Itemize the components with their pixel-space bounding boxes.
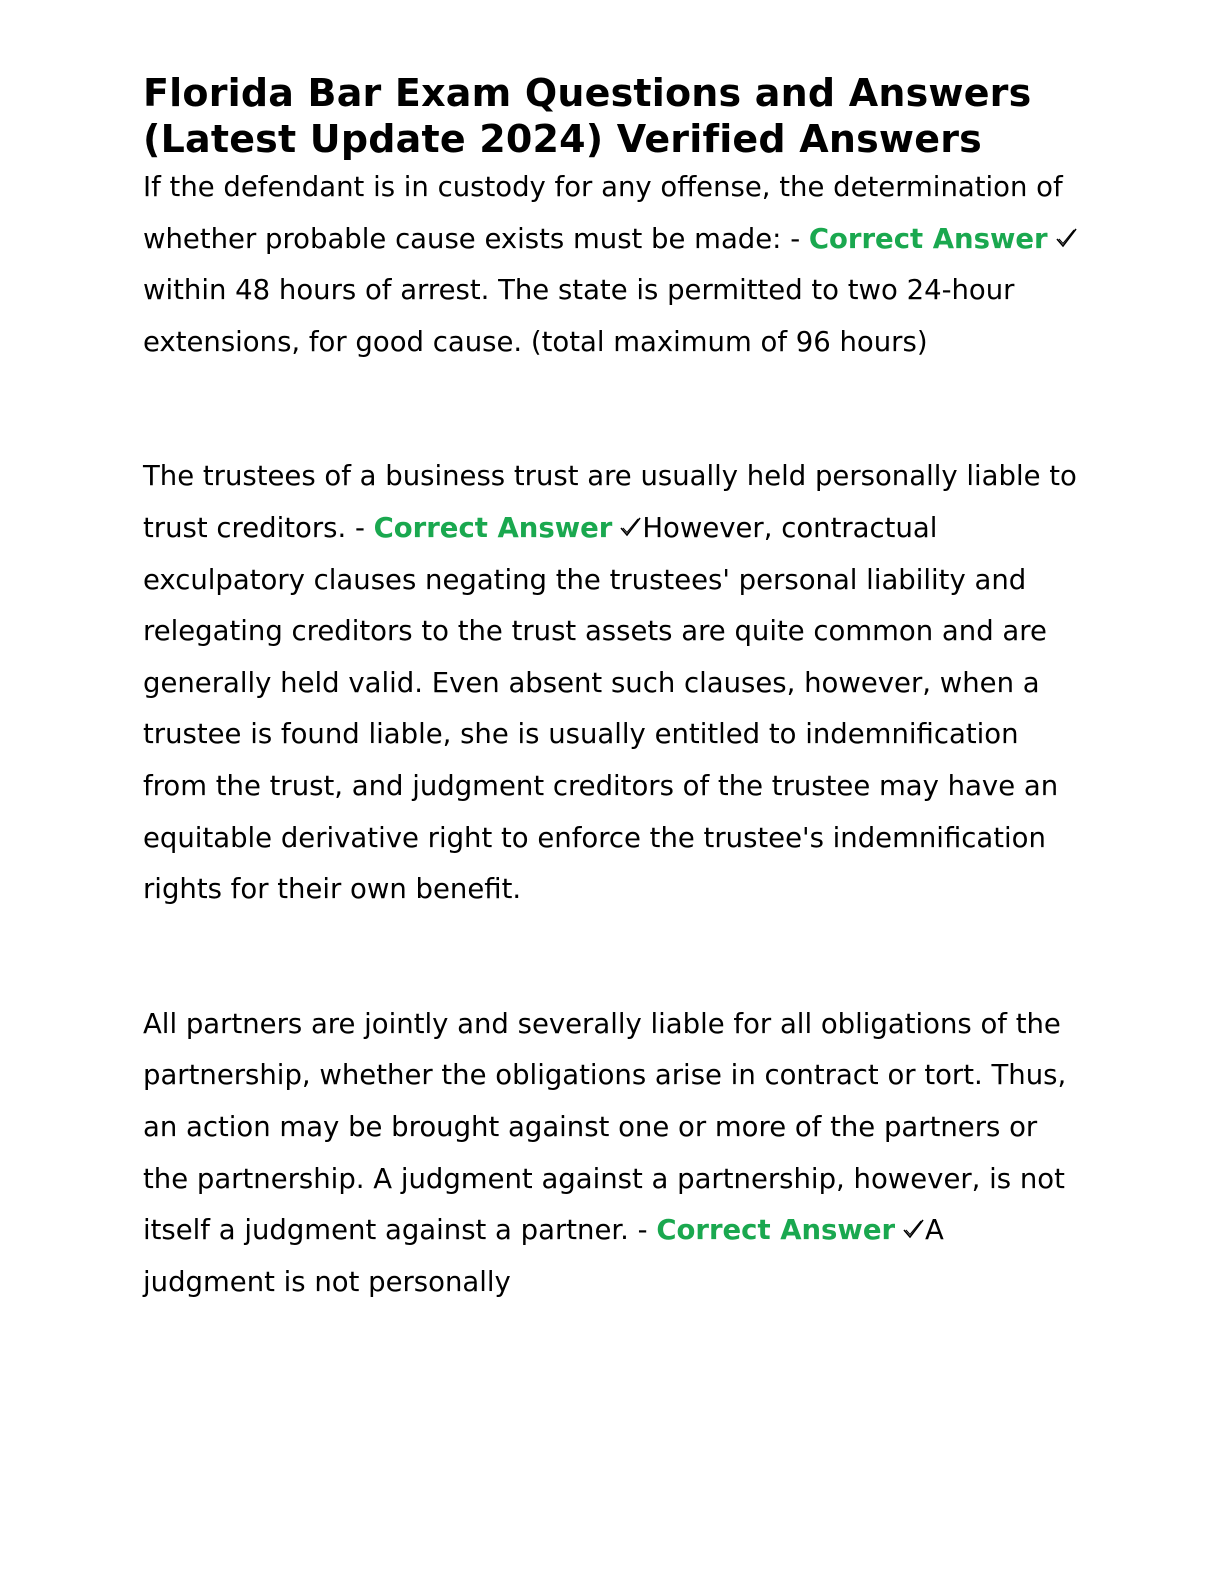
qa-item-3	[143, 999, 1083, 1309]
qa-item-1	[143, 162, 1083, 368]
qa-item-2	[143, 451, 1083, 915]
check-icon	[618, 515, 642, 539]
separator: -	[628, 1214, 657, 1247]
check-icon	[1054, 226, 1078, 250]
check-icon	[901, 1217, 925, 1241]
answer-text: within 48 hours of arrest. The state is permitted to two 24-hour extensions, for good cause. (total maximum of 96 hours)	[143, 274, 1015, 358]
document-title	[143, 70, 1083, 162]
answer-text: A judgment is not personally	[143, 1214, 944, 1298]
document-page	[143, 70, 1083, 1308]
question-text: If the defendant is in custody for any offense, the determination of whether probable cause exists must be made:	[143, 171, 1063, 255]
correct-answer-label: Correct Answer	[373, 511, 613, 544]
separator: -	[781, 222, 809, 255]
correct-answer-label: Correct Answer	[808, 222, 1048, 255]
title-line-2: (Latest Update 2024) Verified Answers	[143, 117, 982, 161]
question-text: All partners are jointly and severally liable for all obligations of the partnership, whether the obligations arise in contract or tort. Thus, an action may be brought against one or more of the partners or the partnership. A judgment against a partnership, however, is not itself a judgment against a partner.	[143, 1007, 1067, 1247]
title-line-1: Florida Bar Exam Questions and Answers	[143, 71, 1032, 115]
answer-text: However, contractual exculpatory clauses negating the trustees' personal liability and relegating creditors to the trust assets are quite common and are generally held valid. Even absent such clauses, however, when a trustee is found liable, she is usually entitled to indemnification from the trust, and judgment creditors of the trustee may have an equitable derivative right to enforce the trustee's indemnification rights for their own benefit.	[143, 511, 1059, 906]
question-text: The trustees of a business trust are usually held personally liable to trust creditors.	[143, 460, 1077, 544]
separator: -	[346, 511, 374, 544]
correct-answer-label: Correct Answer	[656, 1214, 896, 1247]
